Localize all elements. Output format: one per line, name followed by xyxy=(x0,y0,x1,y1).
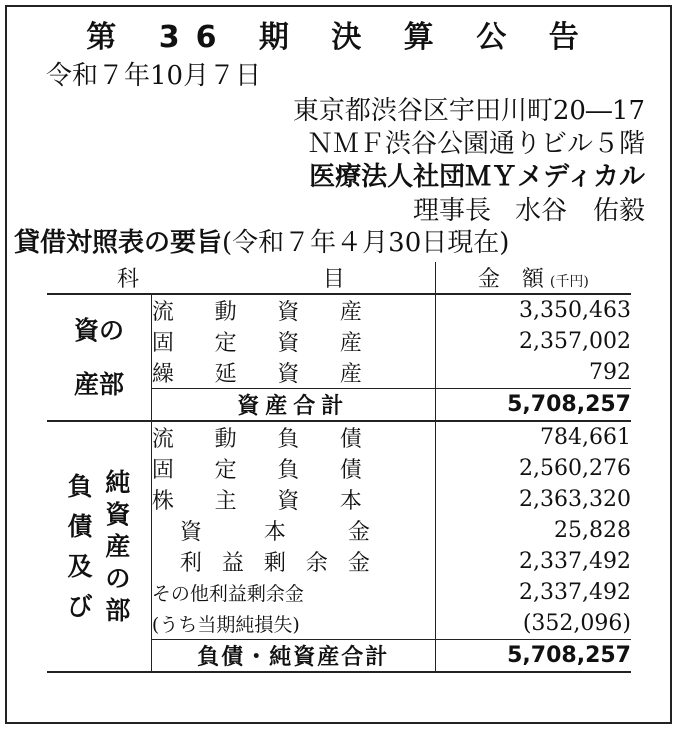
row-value: 792 xyxy=(589,360,631,385)
row-value: 2,363,320 xyxy=(519,487,631,512)
label-char: 流 xyxy=(151,300,174,325)
header-item-column xyxy=(47,262,435,294)
liabilities-total-label: 負債・純資産合計 xyxy=(151,640,435,673)
table-row xyxy=(47,421,631,453)
row-label xyxy=(151,484,435,515)
row-label: (うち当期純損失) xyxy=(151,608,435,640)
label-char: 剰 xyxy=(263,551,286,576)
table-row xyxy=(47,294,631,326)
header-unit: (千円) xyxy=(549,274,589,290)
balance-sheet-table xyxy=(47,262,631,673)
label-char: 益 xyxy=(221,551,244,576)
representative-name: 水谷 佑毅 xyxy=(514,196,645,226)
label-char: 動 xyxy=(214,427,237,452)
row-label xyxy=(151,421,435,453)
label-char: 負 xyxy=(277,427,300,452)
label-char: 産 xyxy=(339,300,362,325)
label-char: 繰 xyxy=(151,362,174,387)
row-value: 784,661 xyxy=(540,425,631,450)
label-char: 金 xyxy=(347,551,370,576)
label-char: 固 xyxy=(151,331,174,356)
liab-cat-char: の xyxy=(105,563,131,593)
label-char: 利 xyxy=(179,551,202,576)
label-char: 産 xyxy=(339,331,362,356)
balance-sheet-title: 貸借対照表の要旨 xyxy=(14,228,223,258)
assets-category xyxy=(47,294,151,421)
row-label: その他利益剰余金 xyxy=(151,577,435,608)
assets-total-label: 資産合計 xyxy=(151,389,435,422)
assets-category-line-1: 資の xyxy=(73,315,124,345)
row-value: 3,350,463 xyxy=(519,298,631,323)
label-char: 定 xyxy=(214,458,237,483)
label-char: 固 xyxy=(151,458,174,483)
row-label xyxy=(151,453,435,484)
label-char: 資 xyxy=(179,520,202,545)
label-char: 本 xyxy=(339,489,362,514)
liab-cat-char: 産 xyxy=(105,531,131,561)
label-char: 動 xyxy=(214,300,237,325)
company-name: 医療法人社団ＭＹメディカル xyxy=(309,162,645,192)
header-amount-column xyxy=(435,262,631,294)
row-value: 2,337,492 xyxy=(519,549,631,574)
header-item-char-2: 目 xyxy=(322,267,345,292)
header-item-char-1: 科 xyxy=(117,267,140,292)
address-line-2: ＮＭＦ渋谷公園通りビル５階 xyxy=(306,129,645,159)
label-char: 延 xyxy=(214,362,237,387)
row-value: 2,560,276 xyxy=(519,456,631,481)
label-char: 負 xyxy=(277,458,300,483)
notice-date: 令和７年10月７日 xyxy=(46,61,262,91)
notice-title: 第 36 期 決 算 公 告 xyxy=(86,20,595,55)
label-char: 資 xyxy=(277,489,300,514)
label-char: 本 xyxy=(263,520,286,545)
balance-sheet-heading xyxy=(14,222,509,259)
row-label xyxy=(151,546,435,577)
liabilities-total-value: 5,708,257 xyxy=(435,640,631,673)
header-amount-label: 金 額 xyxy=(477,267,544,292)
balance-sheet-period: (令和７年４月30日現在) xyxy=(222,228,510,258)
row-label xyxy=(151,515,435,546)
liab-cat-char: 純 xyxy=(105,467,131,497)
row-value: (352,096) xyxy=(522,611,631,636)
label-char: 債 xyxy=(339,427,362,452)
label-char: 流 xyxy=(151,427,174,452)
liab-cat-char: 及 xyxy=(67,551,93,581)
assets-category-line-2: 産部 xyxy=(73,369,124,399)
liab-cat-char: 債 xyxy=(67,511,93,541)
label-char: 資 xyxy=(277,300,300,325)
label-char: 主 xyxy=(214,489,237,514)
row-label xyxy=(151,326,435,357)
row-value: 2,357,002 xyxy=(519,329,631,354)
representative-title: 理事長 xyxy=(412,196,491,226)
row-value: 25,828 xyxy=(554,518,631,543)
label-char: 債 xyxy=(339,458,362,483)
liab-cat-char: 資 xyxy=(105,499,131,529)
row-value: 2,337,492 xyxy=(519,580,631,605)
row-label xyxy=(151,294,435,326)
label-char: 資 xyxy=(277,362,300,387)
label-char: 余 xyxy=(305,551,328,576)
liab-cat-char: び xyxy=(67,591,93,621)
label-char: 定 xyxy=(214,331,237,356)
liabilities-category xyxy=(47,421,151,672)
row-label xyxy=(151,357,435,389)
label-char: 産 xyxy=(339,362,362,387)
assets-total-value: 5,708,257 xyxy=(435,389,631,422)
label-char: 資 xyxy=(277,331,300,356)
address-line-1: 東京都渋谷区宇田川町20―17 xyxy=(292,96,645,126)
liab-cat-char: 負 xyxy=(67,471,93,501)
label-char: 株 xyxy=(151,489,174,514)
table-header-row xyxy=(47,262,631,294)
label-char: 金 xyxy=(347,520,370,545)
liab-cat-char: 部 xyxy=(105,595,131,625)
